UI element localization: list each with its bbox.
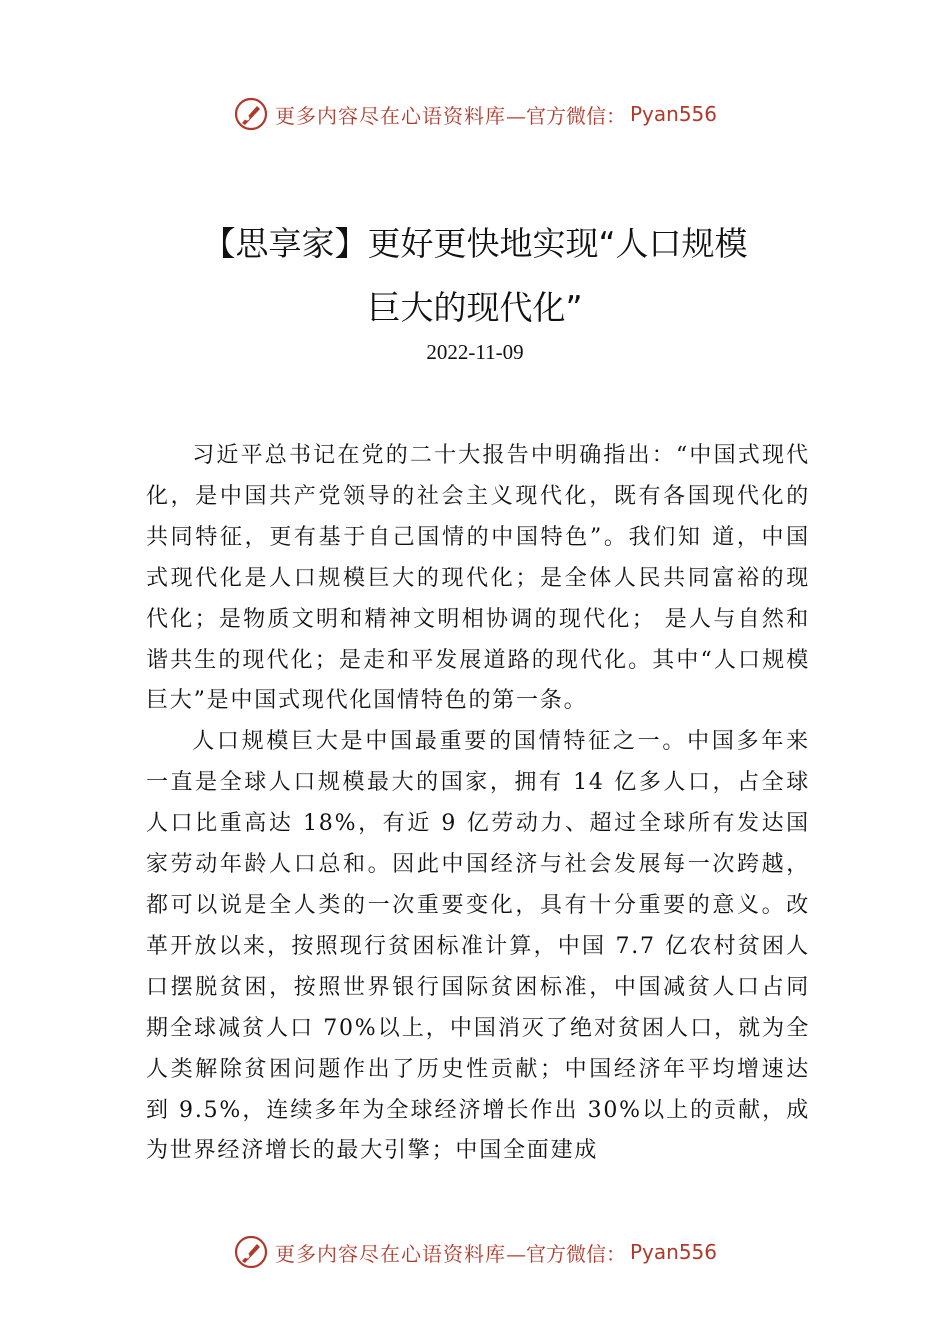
banner-text: 更多内容尽在心语资料库 bbox=[274, 103, 506, 128]
banner-separator: —官方微信： bbox=[505, 103, 626, 128]
banner-separator: —官方微信： bbox=[505, 1241, 626, 1266]
title-line-2: 巨大的现代化” bbox=[367, 288, 583, 327]
banner-text: 更多内容尽在心语资料库 bbox=[274, 1241, 506, 1266]
banner-contact: Pyan556 bbox=[629, 1240, 717, 1264]
paragraph: 习近平总书记在党的二十大报告中明确指出：“中国式现代化，是中国共产党领导的社会主义现代化，既有各国现代化的共同特征，更有基于自己国情的中国特色”。我们知 道，中国式现代化是人口规模巨大的现代化；是全体人民共同富裕的现代化；是物质文明和精神文明相协调的现代化； 是人与自然和谐共生的现代化；是走和平发展道路的现代化。其中“人口规模巨大”是中国式现代化国情特色的第一条。 bbox=[146, 443, 810, 714]
article-date: 2022-11-09 bbox=[426, 340, 524, 364]
article-title bbox=[100, 212, 850, 340]
article-body bbox=[146, 436, 810, 1172]
paragraph: 人口规模巨大是中国最重要的国情特征之一。中国多年来一直是全球人口规模最大的国家，拥有 14 亿多人口，占全球人口比重高达 18%，有近 9 亿劳动力、超过全球所有发达国家劳动年龄人口总和。因此中国经济与社会发展每一次跨越，都可以说是全人类的一次重要变化，具有十分重要的意义。改革开放以来，按照现行贫困标准计算，中国 7.7 亿农村贫困人口摆脱贫困，按照世界银行国际贫困标准，中国减贫人口占同期全球减贫人口 70%以上，中国消灭了绝对贫困人口，就为全人类解除贫困问题作出了历史性贡献；中国经济年平均增速达到 9.5%，连续多年为全球经济增长作出 30%以上的贡献，成为世界经济增长的最大引擎；中国全面建成 bbox=[146, 729, 810, 1164]
pen-nib-logo-icon bbox=[233, 1234, 269, 1270]
pen-nib-logo-icon bbox=[233, 96, 269, 132]
banner-contact: Pyan556 bbox=[629, 102, 717, 126]
header-banner bbox=[0, 94, 950, 134]
title-line-1: 【思享家】更好更快地实现“人口规模 bbox=[202, 224, 748, 263]
footer-banner bbox=[0, 1232, 950, 1272]
